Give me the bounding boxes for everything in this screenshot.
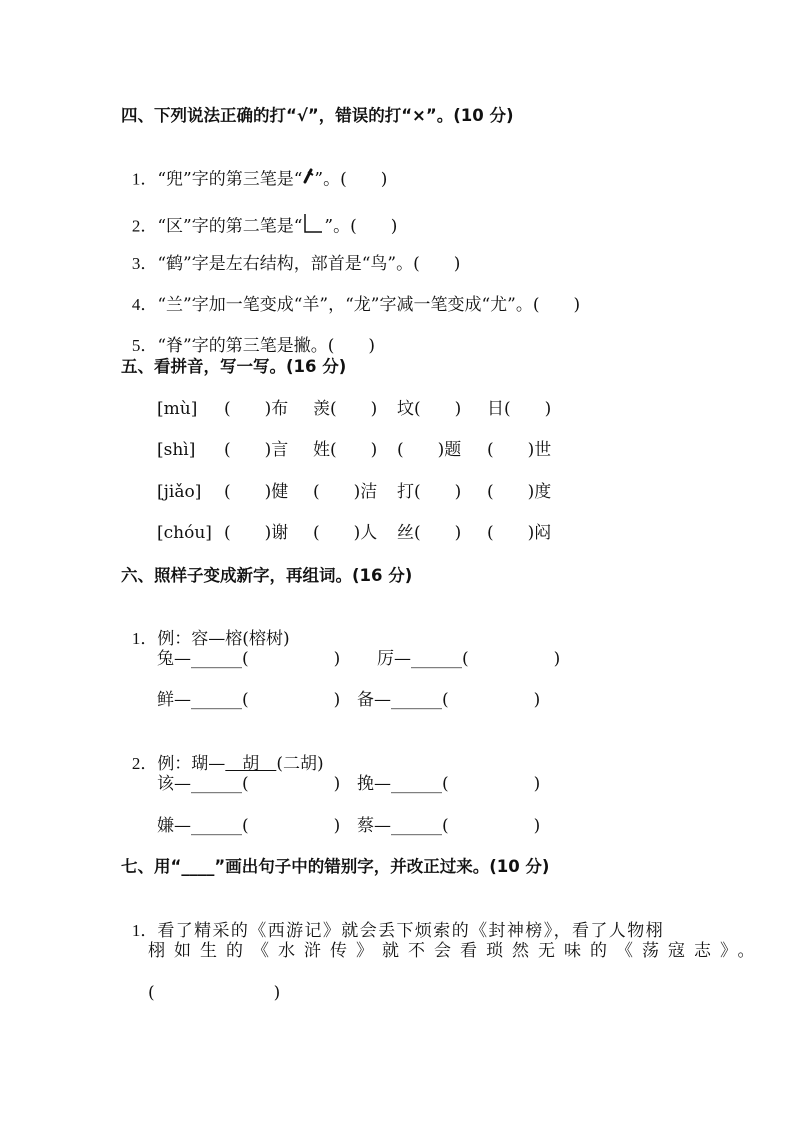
answer-blank[interactable]: 厉—______( ) [377,649,561,669]
pinyin-cell[interactable]: 打( ) [397,482,462,502]
pinyin-cell[interactable]: 羡( ) [313,399,378,419]
section4-title: 四、下列说法正确的打“√”，错误的打“×”。(10 分) [121,106,514,125]
section6-title: 六、照样子变成新字，再组词。(16 分) [121,566,413,585]
question-4-1 [121,146,387,192]
pinyin-cell[interactable]: 姓( ) [313,440,378,460]
pinyin-label: [mù] [157,399,198,419]
example-1 [121,606,290,650]
question-number: 1． [131,169,158,189]
question-text: 看了精采的《西游记》就会丢下烦索的《封神榜》，看了人物栩 [157,921,665,941]
answer-blank[interactable]: 鲜—______( ) [157,690,341,710]
pinyin-label: [chóu] [157,523,212,543]
question-text: “兰”字加一笔变成“羊”，“龙”字减一笔变成“尤”。( ) [157,295,581,315]
section5-title: 五、看拼音，写一写。(16 分) [121,357,347,376]
pinyin-label: [shì] [157,440,196,460]
question-text: “区”字的第二笔是“ [157,216,303,237]
section7-title: 七、用“____”画出句子中的错别字，并改正过来。(10 分) [121,857,550,876]
example-answer: 胡 [225,754,277,774]
pinyin-cell[interactable]: 丝( ) [397,523,462,543]
answer-blank[interactable]: 嫌—______( ) [157,816,341,836]
pinyin-cell[interactable]: ( )度 [487,482,552,502]
answer-blank[interactable]: 挽—______( ) [357,774,541,794]
question-7-1-cont: 栩如生的《水浒传》就不会看琐然无味的《荡寇志》。 [148,941,764,961]
pinyin-cell[interactable]: ( )闷 [487,523,552,543]
question-number: 1． [131,629,158,648]
question-text: “兜”字的第三笔是“ [157,169,303,190]
example-text-end: (二胡) [276,754,324,774]
pinyin-cell[interactable]: ( )谢 [224,523,289,543]
pinyin-label: [jiǎo] [157,482,202,502]
example-text: 例：容—榕(榕树) [157,629,290,649]
question-text-end: ”。( ) [324,216,398,237]
pinyin-cell[interactable]: ( )布 [224,399,289,419]
pinyin-cell[interactable]: ( )言 [224,440,289,460]
pinyin-cell[interactable]: ( )人 [313,523,378,543]
pinyin-cell[interactable]: ( )洁 [313,482,378,502]
question-number: 2． [131,216,158,236]
example-2 [121,731,324,775]
pinyin-cell[interactable]: ( )题 [397,440,462,460]
pinyin-cell[interactable]: ( )健 [224,482,289,502]
example-text: 例：瑚— [157,754,226,774]
question-text: “鹤”字是左右结构，部首是“鸟”。( ) [157,254,461,274]
answer-blank[interactable]: 蔡—______( ) [357,816,541,836]
question-7-1 [121,898,664,942]
pie-dot-stroke-icon [302,168,314,192]
pinyin-cell[interactable]: 日( ) [487,399,552,419]
answer-field[interactable]: ( ) [148,983,281,1003]
question-number: 1． [131,921,158,940]
question-text: “脊”字的第三笔是撇。( ) [157,336,375,356]
question-number: 3． [131,254,158,273]
question-4-5 [121,313,375,357]
answer-blank[interactable]: 备—______( ) [357,690,541,710]
question-number: 2． [131,754,158,773]
question-number: 5． [131,336,158,355]
question-text-end: ”。( ) [314,169,388,190]
answer-blank[interactable]: 该—______( ) [157,774,341,794]
question-number: 4． [131,295,158,314]
question-4-4 [121,272,580,316]
answer-blank[interactable]: 兔—______( ) [157,649,341,669]
pinyin-cell[interactable]: ( )世 [487,440,552,460]
question-4-3 [121,231,460,275]
pinyin-cell[interactable]: 坟( ) [397,399,462,419]
